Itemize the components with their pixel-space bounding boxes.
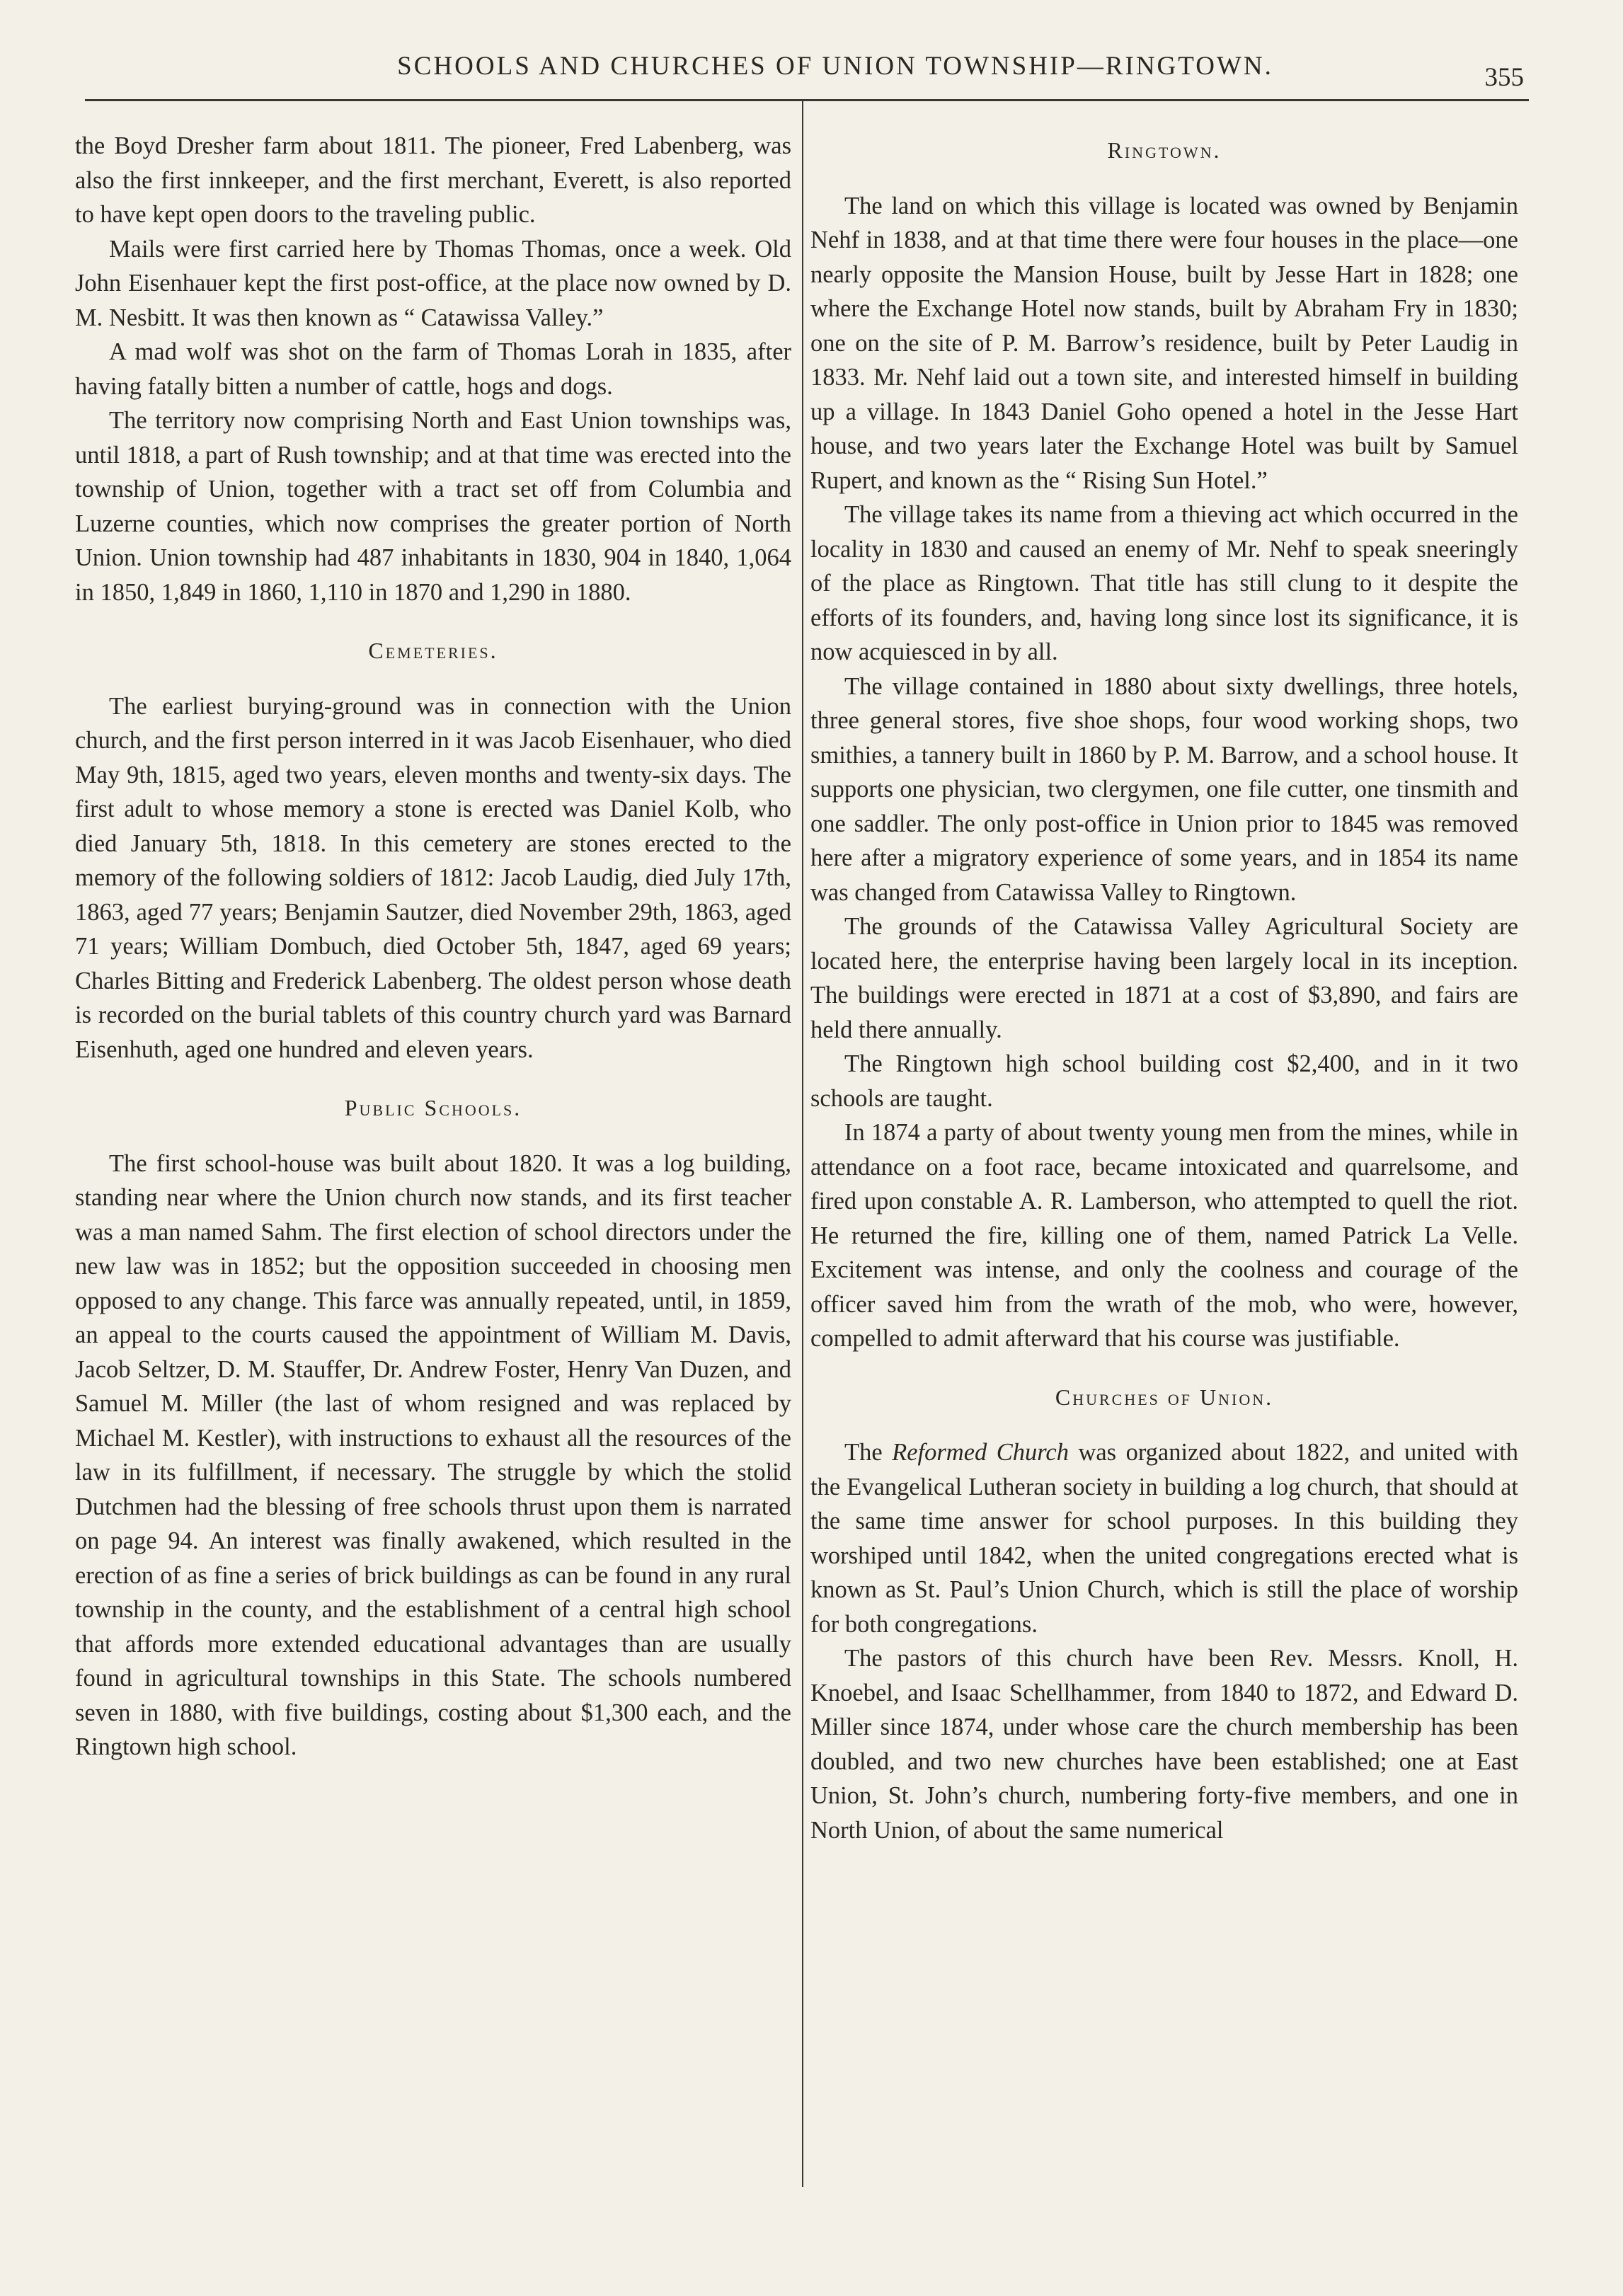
heading-cemeteries: Cemeteries. xyxy=(368,638,498,663)
paragraph-territory: The territory now comprising North and East Union townships was, until 1818, a part of Rush township; and at that time was erected into the township of Union, together with a tract set off from Columbia and Luzerne counties, which now comprises the greater portion of North Union. Union township had 487 inhabitants in 1830, 904 in 1840, 1,064 in 1850, 1,849 in 1860, 1,110 in 1870 and 1,290 in 1880. xyxy=(75,407,791,606)
paragraph-boyd-dresher: the Boyd Dresher farm about 1811. The pioneer, Fred Labenberg, was also the first innkeeper, and the first merchant, Everett, is also reported to have kept open doors to the traveling public. xyxy=(75,132,791,228)
reformed-church-text: was organized about 1822, and united with the Evangelical Lutheran society in building a log church, that should at the same time answer for school purposes. In this building they worshiped until 1842, when the united congregations erected what is known as St. Paul’s Union Church, which is still the place of worship for both congregations. xyxy=(810,1439,1518,1638)
left-column xyxy=(75,129,791,1764)
paragraph-mad-wolf: A mad wolf was shot on the farm of Thomas Lorah in 1835, after having fatally bitten a number of cattle, hogs and dogs. xyxy=(75,338,791,400)
column-divider xyxy=(802,99,803,2187)
reformed-church-name: Reformed Church xyxy=(892,1439,1069,1466)
page-number: 355 xyxy=(1484,63,1524,92)
paragraph-land: The land on which this village is located was owned by Benjamin Nehf in 1838, and at that time there were four houses in the place—one nearly opposite the Mansion House, built by Jesse Hart in 1828; one where the Exchange Hotel now stands, built by Abraham Fry in 1830; one on the site of P. M. Barrow’s residence, built by Peter Laudig in 1833. Mr. Nehf laid out a town site, and interested himself in building up a village. In 1843 Daniel Goho opened a hotel in the Jesse Hart house, and two years later the Exchange Hotel was built by Samuel Rupert, and known as the “ Rising Sun Hotel.” xyxy=(810,192,1518,494)
heading-ringtown: Ringtown. xyxy=(1107,137,1222,163)
paragraph-pastors: The pastors of this church have been Rev. Messrs. Knoll, H. Knoebel, and Isaac Schellhammer, from 1840 to 1872, and Edward D. Miller since 1874, under whose care the church membership has been doubled, and two new churches have been established; one at East Union, St. John’s church, numbering forty-five members, and one in North Union, of about the same numerical xyxy=(810,1645,1518,1844)
heading-public-schools: Public Schools. xyxy=(344,1095,522,1120)
paragraph-burying-ground: The earliest burying-ground was in connection with the Union church, and the first person interred in it was Jacob Eisenhauer, who died May 9th, 1815, aged two years, eleven months and twenty-six days. The first adult to whose memory a stone is erected was Daniel Kolb, who died January 5th, 1818. In this cemetery are stones erected to the memory of the following soldiers of 1812: Jacob Laudig, died July 17th, 1863, aged 77 years; Benjamin Sautzer, died November 29th, 1863, aged 71 years; William Dombuch, died October 5th, 1847, aged 69 years; Charles Bitting and Frederick Labenberg. The oldest person whose death is recorded on the burial tablets of this country church yard was Barnard Eisenhuth, aged one hundred and eleven years. xyxy=(75,692,791,1063)
right-column xyxy=(810,129,1518,1847)
paragraph-mails: Mails were first carried here by Thomas Thomas, once a week. Old John Eisenhauer kept the first post-office, at the place now owned by D. M. Nesbitt. It was then known as “ Catawissa Valley.” xyxy=(75,235,791,331)
paragraph-first-school-house: The first school-house was built about 1820. It was a log building, standing near where the Union church now stands, and its first teacher was a man named Sahm. The first election of school directors under the new law was in 1852; but the opposition succeeded in choosing men opposed to any change. This farce was annually repeated, until, in 1859, an appeal to the courts caused the appointment of William M. Davis, Jacob Seltzer, D. M. Stauffer, Dr. Andrew Foster, Henry Van Duzen, and Samuel M. Miller (the last of whom resigned and was replaced by Michael M. Kestler), with instructions to exhaust all the resources of the law in its fulfillment, if necessary. The struggle by which the stolid Dutchmen had the blessing of free schools thrust upon them is narrated on page 94. An interest was finally awakened, which resulted in the erection of as fine a series of brick buildings as can be found in any rural township in the county, and the establishment of a central high school that affords more extended educational advantages than are usually found in agricultural townships in this State. The schools numbered seven in 1880, with five buildings, costing about $1,300 each, and the Ringtown high school. xyxy=(75,1149,791,1760)
heading-churches-of-union: Churches of Union. xyxy=(1055,1384,1274,1410)
running-title: SCHOOLS AND CHURCHES OF UNION TOWNSHIP—RINGTOWN. xyxy=(397,52,1273,81)
header-rule xyxy=(85,99,1529,101)
reformed-church-lead: The xyxy=(844,1439,883,1466)
paragraph-high-school: The Ringtown high school building cost $2,400, and in it two schools are taught. xyxy=(810,1050,1518,1112)
paragraph-reformed-church xyxy=(810,1435,1518,1641)
paragraph-riot: In 1874 a party of about twenty young men from the mines, while in attendance on a foot race, became intoxicated and quarrelsome, and fired upon constable A. R. Lamberson, who attempted to quell the riot. He returned the fire, killing one of them, named Patrick La Velle. Excitement was intense, and only the coolness and courage of the officer saved him from the wrath of the mob, who were, however, compelled to admit afterward that his course was justifiable. xyxy=(810,1119,1518,1352)
paragraph-village-name: The village takes its name from a thieving act which occurred in the locality in 1830 and caused an enemy of Mr. Nehf to speak sneeringly of the place as Ringtown. That title has still clung to it despite the efforts of its founders, and, having long since lost its significance, it is now acquiesced in by all. xyxy=(810,501,1518,665)
paragraph-agricultural-society: The grounds of the Catawissa Valley Agricultural Society are located here, the enterprise having been largely local in its inception. The buildings were erected in 1871 at a cost of $3,890, and fairs are held there annually. xyxy=(810,913,1518,1043)
paragraph-village-contents: The village contained in 1880 about sixty dwellings, three hotels, three general stores, five shoe shops, four wood working shops, two smithies, a tannery built in 1860 by P. M. Barrow, and a school house. It supports one physician, two clergymen, one file cutter, one tinsmith and one saddler. The only post-office in Union prior to 1845 was removed here after a migratory experience of some years, and in 1854 its name was changed from Catawissa Valley to Ringtown. xyxy=(810,672,1518,906)
